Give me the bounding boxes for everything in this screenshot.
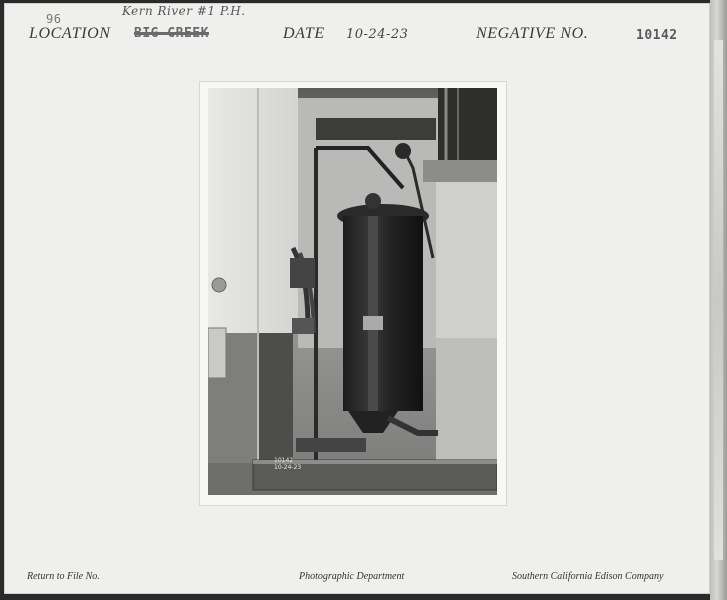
photograph [208, 88, 497, 495]
photo-marking-number: 10142 [274, 457, 294, 464]
footer-return-to-file: Return to File No. [27, 571, 100, 582]
location-crossed-out: BIG CREEK [134, 26, 209, 41]
photograph-image [208, 88, 497, 495]
location-handwritten: Kern River #1 P.H. [122, 4, 246, 18]
photo-marking-date: 10-24-23 [274, 464, 302, 471]
negative-number: 10142 [636, 28, 678, 43]
footer-department: Photographic Department [299, 571, 405, 582]
date-label: DATE [283, 25, 325, 42]
photo-negative-marking [274, 457, 301, 471]
negative-label: NEGATIVE NO. [476, 25, 589, 42]
date-value: 10-24-23 [346, 27, 409, 42]
card-number: 96 [46, 12, 62, 26]
card-edge [710, 0, 727, 600]
footer-company: Southern California Edison Company [512, 571, 664, 582]
location-label: LOCATION [29, 25, 111, 42]
